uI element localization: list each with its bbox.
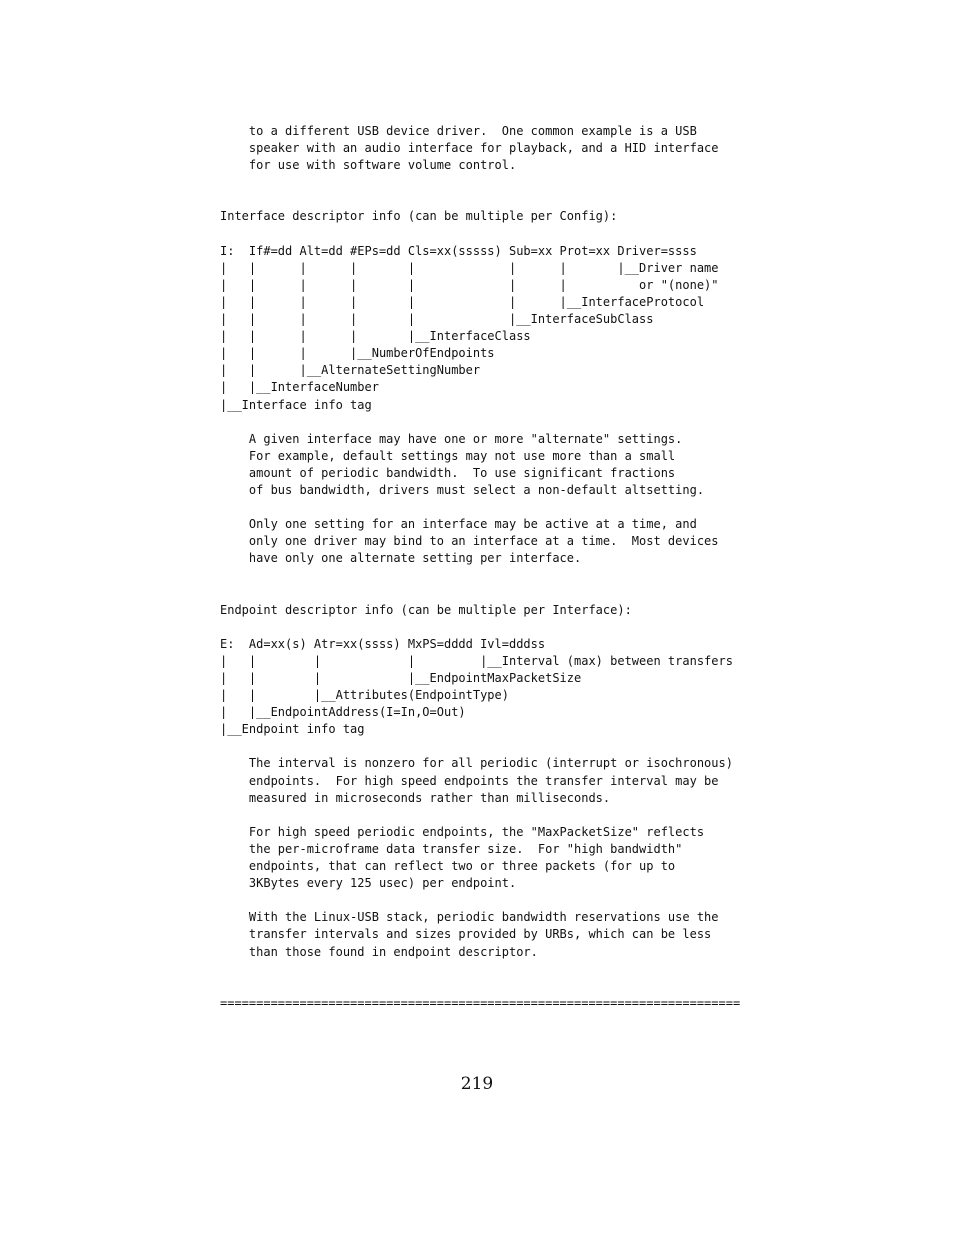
- document-body-text: [220, 123, 740, 1012]
- text-line: | | | | | | | or "(none)": [220, 277, 719, 292]
- text-line: |__Interface info tag: [220, 397, 372, 412]
- text-line: | | | | |__Interval (max) between transfers: [220, 653, 733, 668]
- text-line: Only one setting for an interface may be active at a time, and: [220, 517, 697, 532]
- text-line: | | |__Attributes(EndpointType): [220, 688, 509, 703]
- text-line: to a different USB device driver. One common example is a USB: [220, 124, 697, 138]
- text-line: E: Ad=xx(s) Atr=xx(ssss) MxPS=dddd Ivl=dddss: [220, 636, 546, 651]
- text-line: Endpoint descriptor info (can be multiple per Interface):: [220, 602, 632, 617]
- text-line: The interval is nonzero for all periodic (interrupt or isochronous): [220, 756, 733, 771]
- text-line: With the Linux-USB stack, periodic bandwidth reservations use the: [220, 910, 719, 925]
- text-line: | | | |__EndpointMaxPacketSize: [220, 671, 582, 685]
- text-line: | |__EndpointAddress(I=In,O=Out): [220, 705, 466, 720]
- text-line: | | | | | |__InterfaceSubClass: [220, 312, 654, 327]
- text-line: 3KBytes every 125 usec) per endpoint.: [220, 876, 517, 891]
- text-line: transfer intervals and sizes provided by URBs, which can be less: [220, 927, 712, 942]
- text-line: Interface descriptor info (can be multiple per Config):: [220, 209, 618, 224]
- text-line: endpoints. For high speed endpoints the transfer interval may be: [220, 773, 719, 788]
- text-line: amount of periodic bandwidth. To use significant fractions: [220, 465, 676, 480]
- text-line: | | | | |__InterfaceClass: [220, 329, 531, 344]
- text-line: For high speed periodic endpoints, the "MaxPacketSize" reflects: [220, 824, 705, 839]
- text-line: | | | | | | |__InterfaceProtocol: [220, 294, 705, 309]
- text-line: endpoints, that can reflect two or three packets (for up to: [220, 859, 676, 874]
- text-line: | |__InterfaceNumber: [220, 380, 379, 395]
- text-line: measured in microseconds rather than milliseconds.: [220, 790, 611, 805]
- page-number: 219: [460, 1074, 494, 1094]
- text-line: only one driver may bind to an interface at a time. Most devices: [220, 534, 719, 549]
- text-line: of bus bandwidth, drivers must select a non-default altsetting.: [220, 482, 705, 497]
- text-line: I: If#=dd Alt=dd #EPs=dd Cls=xx(sssss) Sub=xx Prot=xx Driver=ssss: [220, 243, 697, 258]
- text-line: than those found in endpoint descriptor.: [220, 944, 538, 959]
- text-line: | | |__AlternateSettingNumber: [220, 363, 481, 378]
- text-line: speaker with an audio interface for playback, and a HID interface: [220, 141, 719, 156]
- text-line: for use with software volume control.: [220, 158, 517, 173]
- text-line: ========================================================================: [220, 995, 741, 1010]
- text-line: the per-microframe data transfer size. For "high bandwidth": [220, 841, 683, 856]
- text-line: have only one alternate setting per interface.: [220, 551, 582, 566]
- text-line: A given interface may have one or more "alternate" settings.: [220, 431, 683, 446]
- text-line: |__Endpoint info tag: [220, 722, 365, 737]
- text-line: For example, default settings may not use more than a small: [220, 448, 676, 463]
- text-line: | | | |__NumberOfEndpoints: [220, 346, 495, 361]
- text-line: | | | | | | | |__Driver name: [220, 260, 719, 275]
